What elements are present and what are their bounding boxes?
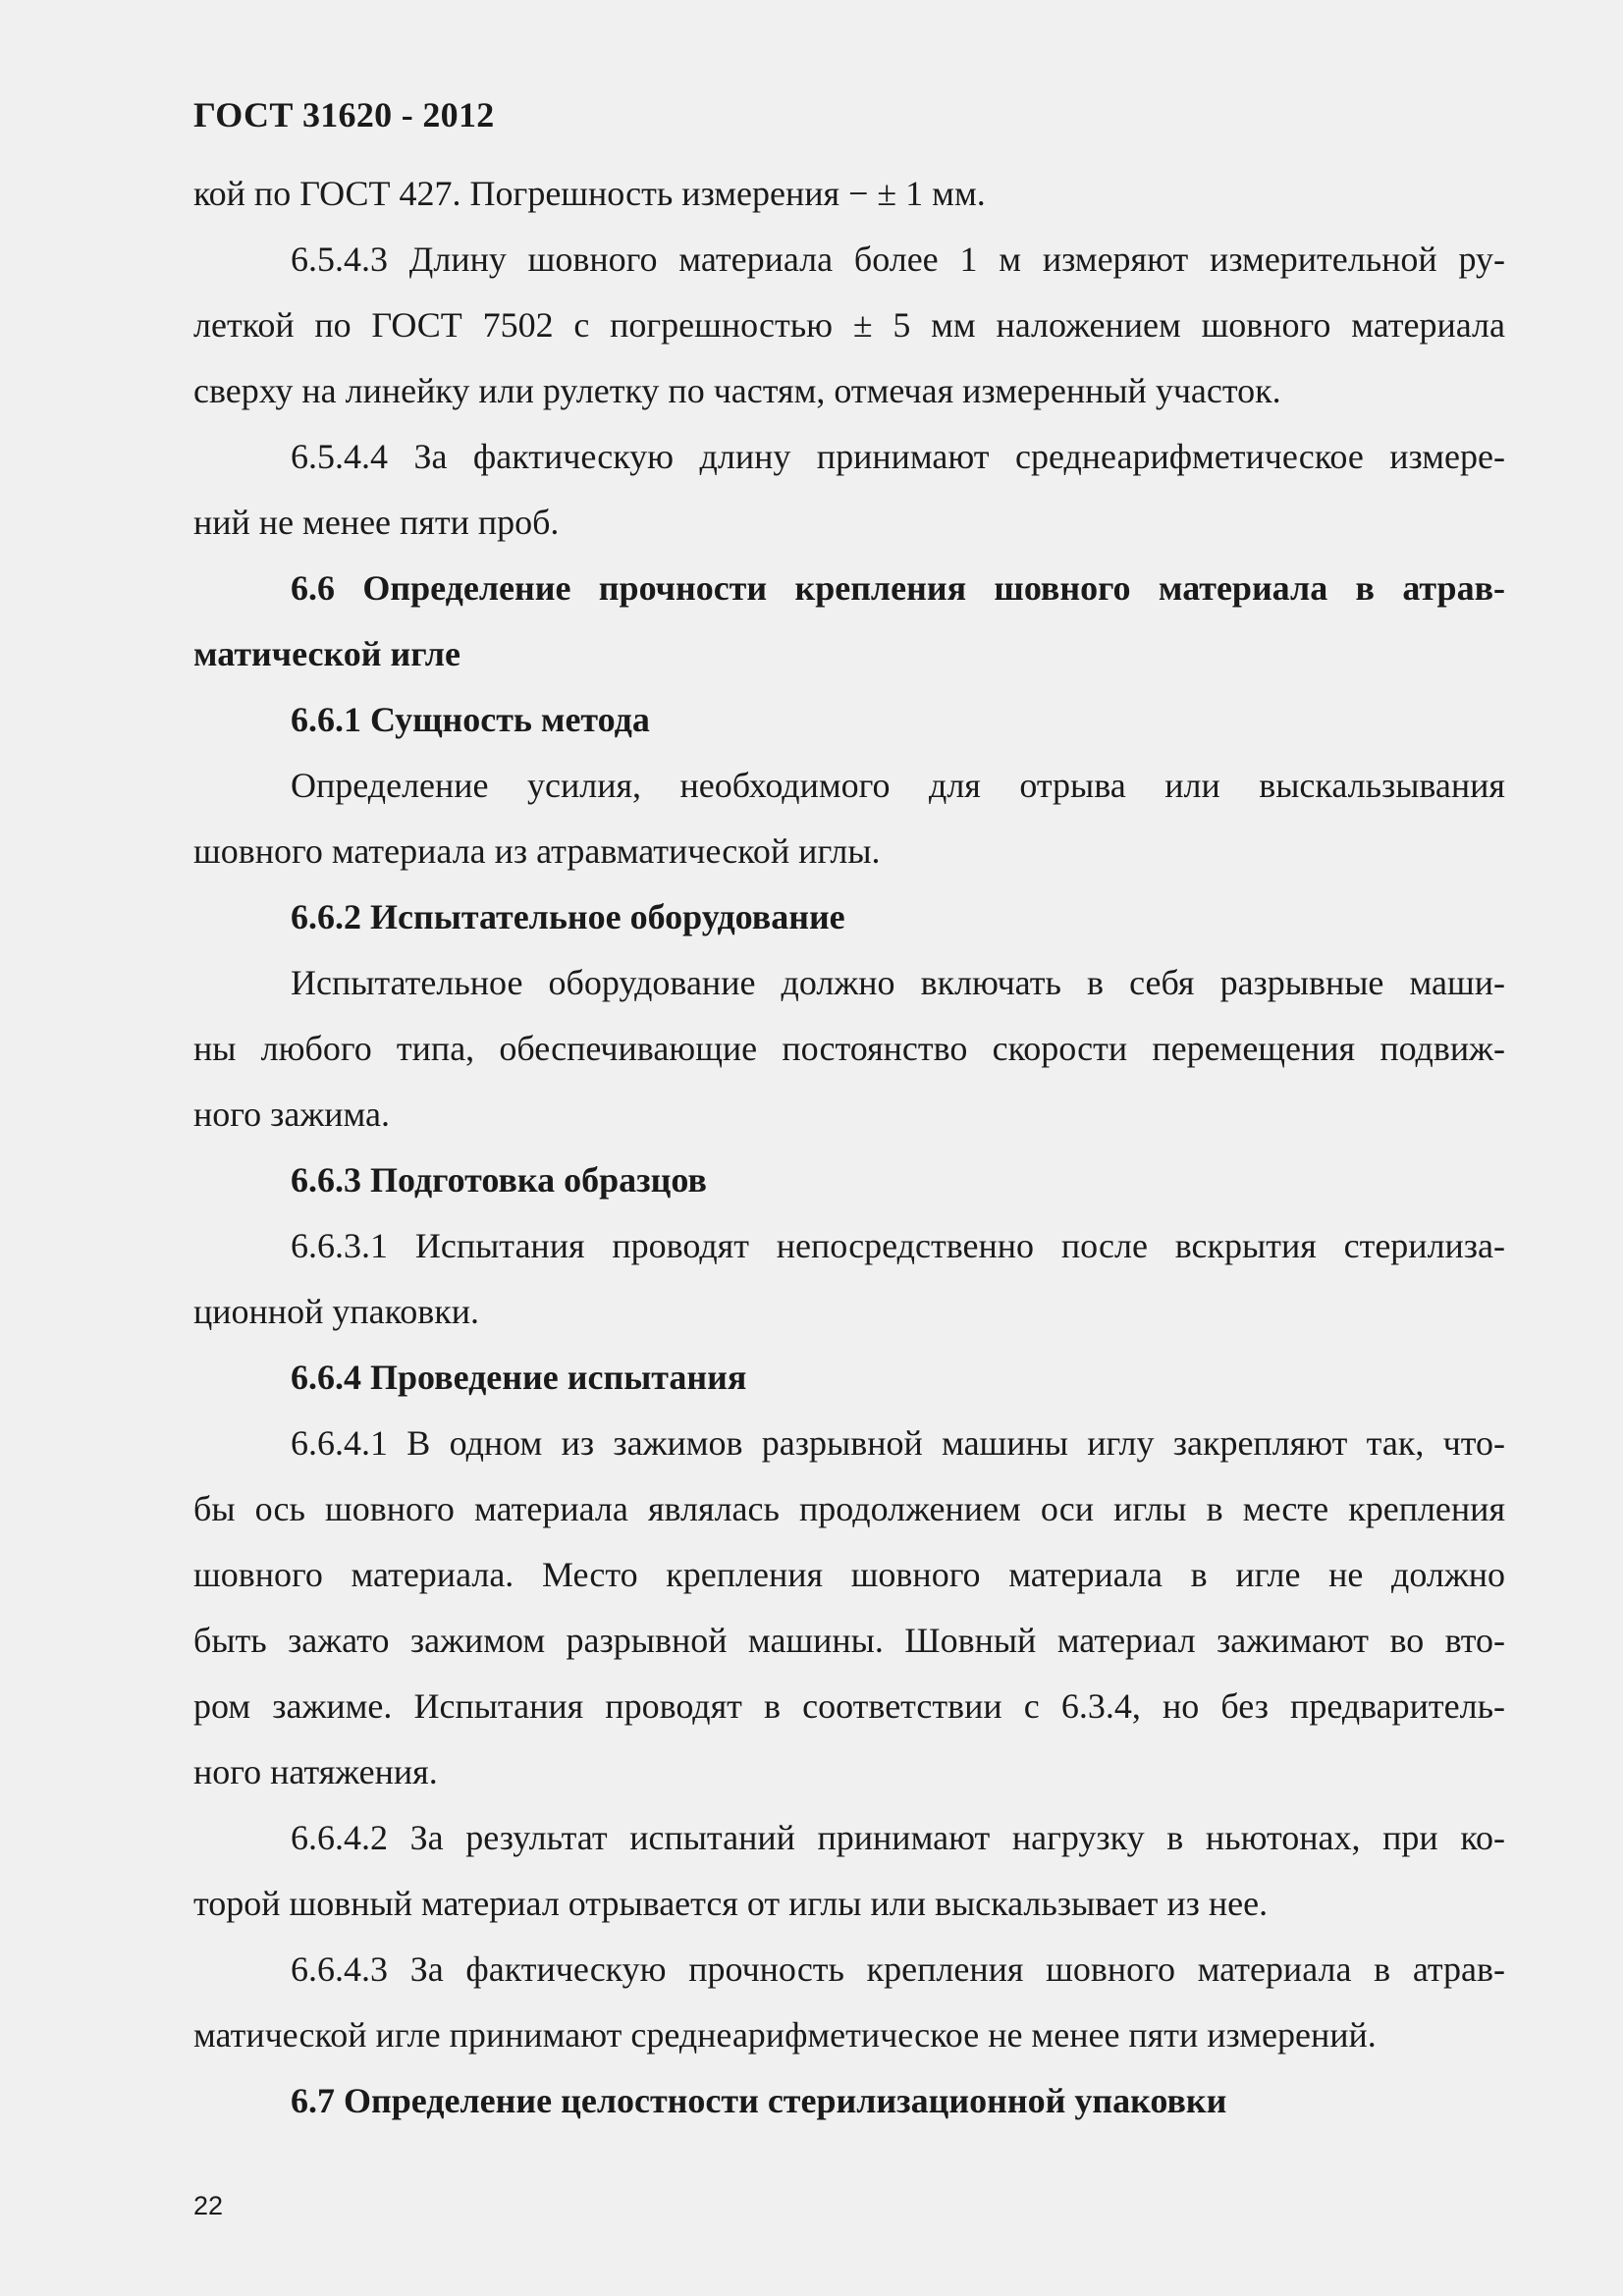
subsection-heading: 6.6.4 Проведение испытания <box>291 1358 747 1397</box>
subsection-heading: 6.6.2 Испытательное оборудование <box>291 897 845 936</box>
text-line: ного натяжения. <box>193 1752 438 1791</box>
text-line: шовного материала. Место крепления шовного материала в игле не должно <box>193 1555 1505 1594</box>
text-line: ционной упаковки. <box>193 1292 479 1331</box>
text-line: 6.6.3.1 Испытания проводят непосредственно после вскрытия стерилиза- <box>291 1226 1505 1265</box>
text-line: ного зажима. <box>193 1095 390 1134</box>
text-line: ром зажиме. Испытания проводят в соответствии с 6.3.4, но без предваритель- <box>193 1686 1505 1726</box>
section-heading: матической игле <box>193 634 460 673</box>
text-line: матической игле принимают среднеарифметическое не менее пяти измерений. <box>193 2015 1377 2055</box>
text-line: ны любого типа, обеспечивающие постоянство скорости перемещения подвиж- <box>193 1029 1505 1068</box>
text-line: Испытательное оборудование должно включать в себя разрывные маши- <box>291 963 1505 1002</box>
text-line: торой шовный материал отрывается от иглы или выскальзывает из нее. <box>193 1884 1269 1923</box>
text-line: шовного материала из атравматической иглы. <box>193 831 881 871</box>
section-heading: 6.6 Определение прочности крепления шовного материала в атрав- <box>291 568 1505 608</box>
text-line: леткой по ГОСТ 7502 с погрешностью ± 5 мм наложением шовного материала <box>193 305 1505 345</box>
text-line: кой по ГОСТ 427. Погрешность измерения − ± 1 мм. <box>193 174 986 213</box>
text-line: 6.5.4.4 За фактическую длину принимают среднеарифметическое измере- <box>291 437 1505 476</box>
text-line: 6.6.4.1 В одном из зажимов разрывной машины иглу закрепляют так, что- <box>291 1423 1505 1463</box>
text-line: сверху на линейку или рулетку по частям, отмечая измеренный участок. <box>193 371 1281 410</box>
subsection-heading: 6.6.3 Подготовка образцов <box>291 1160 707 1200</box>
text-line: ний не менее пяти проб. <box>193 503 560 542</box>
subsection-heading: 6.6.1 Сущность метода <box>291 700 650 739</box>
text-line: 6.6.4.3 За фактическую прочность крепления шовного материала в атрав- <box>291 1949 1505 1989</box>
text-line: быть зажато зажимом разрывной машины. Шовный материал зажимают во вто- <box>193 1621 1505 1660</box>
standard-header: ГОСТ 31620 - 2012 <box>193 95 495 134</box>
text-line: Определение усилия, необходимого для отрыва или выскальзывания <box>291 766 1505 805</box>
section-heading: 6.7 Определение целостности стерилизационной упаковки <box>291 2081 1227 2120</box>
text-line: 6.5.4.3 Длину шовного материала более 1 м измеряют измерительной ру- <box>291 240 1505 279</box>
text-line: бы ось шовного материала являлась продолжением оси иглы в месте крепления <box>193 1489 1505 1528</box>
body-text <box>193 161 1505 2134</box>
page-number: 22 <box>193 2191 224 2220</box>
text-line: 6.6.4.2 За результат испытаний принимают нагрузку в ньютонах, при ко- <box>291 1818 1505 1857</box>
